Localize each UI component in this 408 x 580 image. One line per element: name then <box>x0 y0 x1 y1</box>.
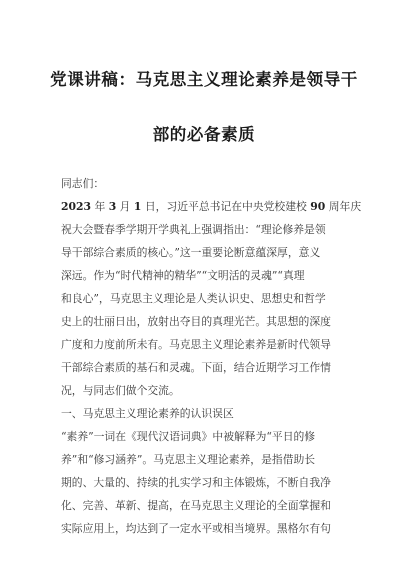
body-line <box>61 195 361 218</box>
body-line <box>61 218 361 241</box>
body-line <box>61 287 361 310</box>
body-text: 周年庆 <box>325 200 362 213</box>
body-line <box>61 264 361 287</box>
body-text: 实际应用上，均达到了一定水平或相当境界。黑格尔有句 <box>61 522 331 535</box>
body-text: 90 <box>310 200 326 213</box>
body-line <box>61 402 361 425</box>
body-text: 史上的壮丽日出，放射出夺目的真理光芒。其思想的深度 <box>61 315 331 328</box>
body-text: 2023 <box>61 200 92 213</box>
body-line <box>61 471 361 494</box>
body-text: 养”和“修习涵养”。马克思主义理论素养，是指借助长 <box>61 453 316 466</box>
body-line <box>61 379 361 402</box>
body-text: 年 <box>91 200 109 213</box>
salutation: 同志们： <box>61 177 105 190</box>
body-text: 广度和力度前所未有。马克思主义理论素养是新时代领导 <box>61 338 331 351</box>
document-title-line-2: 部的必备素质 <box>152 125 256 144</box>
body-line <box>61 517 361 540</box>
body-text: 祝大会暨春季学期开学典礼上强调指出：“理论修养是领 <box>61 223 326 236</box>
body-text: 3 <box>108 200 117 213</box>
body-text: 1 <box>133 200 142 213</box>
body-text: 月 <box>116 200 134 213</box>
document-body <box>61 172 361 540</box>
body-line <box>61 333 361 356</box>
body-text: 导干部综合素质的核心。”这一重要论断意蕴深厚，意义 <box>61 246 321 259</box>
body-text: “素养”一词在《现代汉语词典》中被解释为“平日的修 <box>61 430 316 443</box>
body-line <box>61 356 361 379</box>
body-text: 干部综合素质的基石和灵魂。下面，结合近期学习工作情 <box>61 361 331 374</box>
body-text: 和良心”，马克思主义理论是人类认识史、思想史和哲学 <box>61 292 326 305</box>
body-line <box>61 310 361 333</box>
body-line <box>61 241 361 264</box>
body-text: 期的、大量的、持续的扎实学习和主体锻炼，不断自我净 <box>61 476 331 489</box>
body-text: 一、马克思主义理论素养的认识误区 <box>61 407 234 420</box>
document-title-line-1: 党课讲稿：马克思主义理论素养是领导干 <box>50 70 358 89</box>
body-text: 况，与同志们做个交流。 <box>61 384 180 397</box>
body-text: 日，习近平总书记在中央党校建校 <box>141 200 311 213</box>
body-line <box>61 448 361 471</box>
body-text: 化、完善、革新、提高，在马克思主义理论的全面掌握和 <box>61 499 331 512</box>
body-text: 深远。作为“时代精神的精华”“文明活的灵魂”“真理 <box>61 269 305 282</box>
body-line <box>61 425 361 448</box>
body-line <box>61 494 361 517</box>
